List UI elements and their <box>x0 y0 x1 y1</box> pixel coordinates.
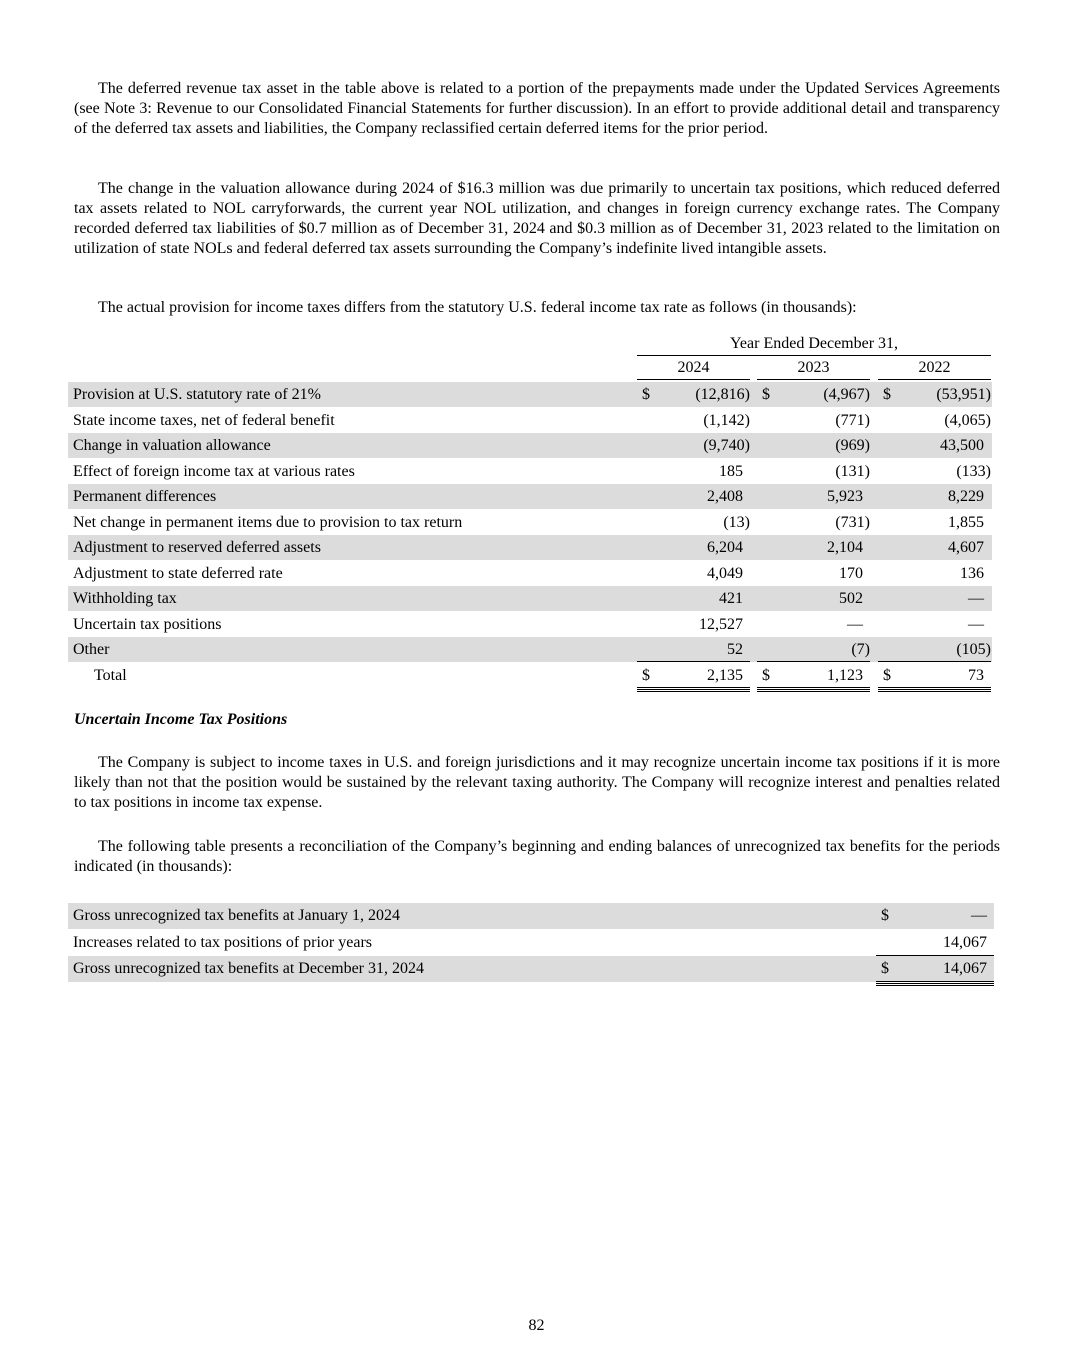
value-2024: (13) <box>723 514 750 531</box>
value-2022: — <box>968 590 984 607</box>
row-value: — <box>971 907 987 924</box>
table-row-total <box>68 663 992 688</box>
value-2023: (131) <box>835 463 870 480</box>
value-2024: 4,049 <box>707 565 743 582</box>
page-number: 82 <box>528 1317 545 1334</box>
value-2023: — <box>847 616 863 633</box>
value-2023: (731) <box>835 514 870 531</box>
value-2024: 6,204 <box>707 539 743 556</box>
value-2023: 5,923 <box>827 488 863 505</box>
value-2022: 73 <box>968 667 984 684</box>
value-2022: 4,607 <box>948 539 984 556</box>
value-2022: 8,229 <box>948 488 984 505</box>
table-row <box>68 382 992 407</box>
value-2024: 421 <box>719 590 743 607</box>
currency-symbol: $ <box>881 960 889 977</box>
value-2023: (4,967) <box>823 386 870 403</box>
row-label: State income taxes, net of federal benefit <box>73 412 335 429</box>
value-2023: (771) <box>835 412 870 429</box>
table-row <box>68 408 992 433</box>
table-row <box>68 586 992 611</box>
currency-symbol: $ <box>881 907 889 924</box>
value-2024: 52 <box>727 641 743 658</box>
year-header-2022: 2022 <box>878 358 991 380</box>
value-2022: — <box>968 616 984 633</box>
row-value: 14,067 <box>943 934 987 951</box>
row-label: Total <box>94 667 127 684</box>
value-2024: 185 <box>719 463 743 480</box>
value-2023: 1,123 <box>827 667 863 684</box>
value-2024: (9,740) <box>703 437 750 454</box>
paragraph-deferred-revenue: The deferred revenue tax asset in the table above is related to a portion of the prepayments made under the Updated Services Agreements (see Note 3: Revenue to our Consolidated Financial Statements for further discussion). In an effort to provide additional detail and transparency of the deferred tax assets and liabilities, the Company reclassified certain deferred items for the prior period. <box>74 80 1000 137</box>
row-label: Withholding tax <box>73 590 177 607</box>
value-2024: 12,527 <box>699 616 743 633</box>
value-2022: 136 <box>960 565 984 582</box>
year-header-2023: 2023 <box>757 358 870 380</box>
table-row <box>68 637 992 662</box>
year-header-2024: 2024 <box>637 358 750 380</box>
section-heading: Uncertain Income Tax Positions <box>74 711 288 728</box>
row-label: Other <box>73 641 110 658</box>
table-row <box>68 433 992 458</box>
table-row <box>68 510 992 535</box>
row-value: 14,067 <box>943 960 987 977</box>
value-2022: (133) <box>956 463 991 480</box>
row-label: Change in valuation allowance <box>73 437 271 454</box>
table-row <box>68 930 994 956</box>
paragraph-reconciliation-intro: The following table presents a reconciliation of the Company’s beginning and ending balances of unrecognized tax benefits for the periods indicated (in thousands): <box>74 838 1000 875</box>
currency-symbol: $ <box>762 667 770 684</box>
row-label: Effect of foreign income tax at various rates <box>73 463 355 480</box>
value-2023: (7) <box>851 641 870 658</box>
value-2024: (12,816) <box>695 386 750 403</box>
row-label: Gross unrecognized tax benefits at December 31, 2024 <box>73 960 424 977</box>
currency-symbol: $ <box>883 386 891 403</box>
value-2023: 170 <box>839 565 863 582</box>
row-label: Permanent differences <box>73 488 217 505</box>
row-label: Adjustment to state deferred rate <box>73 565 283 582</box>
currency-symbol: $ <box>883 667 891 684</box>
value-2022: 1,855 <box>948 514 984 531</box>
value-2022: 43,500 <box>940 437 984 454</box>
value-2022: (4,065) <box>944 412 991 429</box>
value-2023: (969) <box>835 437 870 454</box>
table-row <box>68 612 992 637</box>
table-row <box>68 535 992 560</box>
paragraph-provision-intro: The actual provision for income taxes differs from the statutory U.S. federal income tax rate as follows (in thousands): <box>98 299 857 316</box>
value-2024: 2,408 <box>707 488 743 505</box>
row-label: Provision at U.S. statutory rate of 21% <box>73 386 321 403</box>
row-label: Net change in permanent items due to provision to tax return <box>73 514 463 531</box>
value-2024: 2,135 <box>707 667 743 684</box>
table-row <box>68 459 992 484</box>
table-row-total <box>68 956 994 982</box>
value-2022: (53,951) <box>936 386 991 403</box>
value-2023: 2,104 <box>827 539 863 556</box>
table-row <box>68 903 994 929</box>
paragraph-valuation-allowance: The change in the valuation allowance during 2024 of $16.3 million was due primarily to uncertain tax positions, which reduced deferred tax assets related to NOL carryforwards, the current year NOL utilization, and changes in foreign currency exchange rates. The Company recorded deferred tax liabilities of $0.7 million as of December 31, 2024 and $0.3 million as of December 31, 2023 related to the limitation on utilization of state NOLs and federal deferred tax assets surrounding the Company’s indefinite lived intangible assets. <box>74 180 1000 257</box>
value-2024: (1,142) <box>703 412 750 429</box>
table-group-header: Year Ended December 31, <box>637 334 991 356</box>
currency-symbol: $ <box>762 386 770 403</box>
value-2023: 502 <box>839 590 863 607</box>
currency-symbol: $ <box>642 667 650 684</box>
row-label: Adjustment to reserved deferred assets <box>73 539 321 556</box>
table-row <box>68 561 992 586</box>
currency-symbol: $ <box>642 386 650 403</box>
row-label: Gross unrecognized tax benefits at January 1, 2024 <box>73 907 401 924</box>
table-row <box>68 484 992 509</box>
row-label: Increases related to tax positions of prior years <box>73 934 373 951</box>
paragraph-uncertain-tax: The Company is subject to income taxes in U.S. and foreign jurisdictions and it may recognize uncertain income tax positions if it is more likely than not that the position would be sustained by the relevant taxing authority. The Company will recognize interest and penalties related to tax positions in income tax expense. <box>74 754 1000 811</box>
value-2022: (105) <box>956 641 991 658</box>
row-label: Uncertain tax positions <box>73 616 222 633</box>
